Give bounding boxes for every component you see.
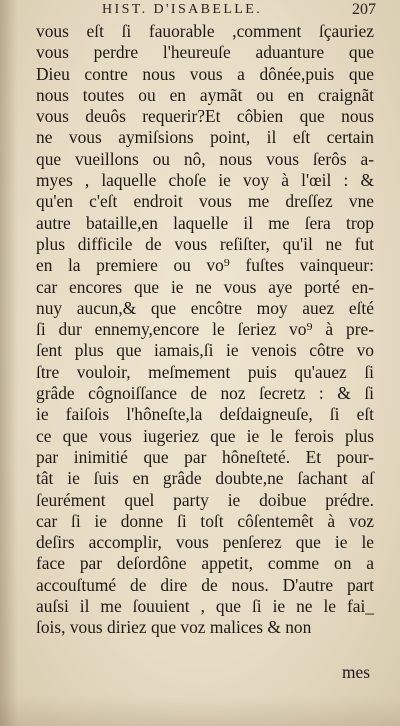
text-line: ſois, vous diriez que voz malices & non [36,617,312,638]
text-line: ſent plus que iamais,ſi ie venois côtre vo [36,340,374,361]
running-title: HIST. D'ISABELLE. [102,2,263,17]
text-line: ie faiſois l'hôneſte,la deſdaigneuſe, ſi eſt [36,404,374,425]
text-line: accouſtumé de dire de nous. D'autre part [36,574,374,595]
text-line: face par deſordône appetit, comme on a [36,553,374,574]
text-line: en la premiere ou vo⁹ fuſtes vainqueur: [36,255,374,276]
text-line: nuy aucun,& que encôtre moy auez eſté [36,297,374,318]
text-line: que vueillons ou nô, nous vous ſerôs a- [36,148,374,169]
text-line: tât ie ſuis en grâde doubte,ne ſachant aſ [36,468,374,489]
page-bottom-shade [0,696,400,726]
text-line: grâde côgnoiſſance de noz ſecretz : & ſi [36,383,374,404]
text-line: auſsi il me ſouuient , que ſi ie ne le fai_ [36,596,374,617]
text-line: vous deuôs requerir?Et côbien que nous [36,106,374,127]
text-line: ſeurément quel party ie doibue prédre. [36,489,374,510]
text-line: ſtre vouloir, meſmement puis qu'auez ſi [36,361,374,382]
text-line: Dieu contre nous vous a dônée,puis que [36,63,374,84]
text-line: car ſi ie donne ſi toſt côſentemêt à voz [36,510,374,531]
page-number: 207 [352,1,376,18]
text-line: autre bataille,en laquelle il me ſera trop [36,212,374,233]
gutter-shadow [0,0,18,726]
text-line: vous perdre l'heureuſe aduanture que [36,42,374,63]
text-line: vous eſt ſi fauorable ,comment ſçauriez [36,21,374,41]
catchword: mes [341,662,370,682]
text-line: qu'en c'eſt endroit vous me dreſſez vne [36,191,374,212]
text-line: deſirs accomplir, vous penſerez que ie le [36,532,374,553]
text-block [36,21,374,639]
text-line: ne vous aymiſsions point, il eſt certain [36,127,374,148]
running-head [48,1,376,19]
text-line: car encores que ie ne vous aye porté en- [36,276,374,297]
text-line: ce que vous iugeriez que ie le ferois plus [36,425,374,446]
text-line: plus difficile de vous reſiſter, qu'il ne fut [36,233,374,254]
text-line: myes , laquelle choſe ie voy à l'œil : & [36,170,374,191]
text-line: par inimitié que par hôneſteté. Et pour- [36,446,374,467]
text-line: nous toutes ou en aymãt ou en craignãt [36,84,374,105]
text-line: ſi dur ennemy,encore le ſeriez vo⁹ à pre- [36,319,374,340]
